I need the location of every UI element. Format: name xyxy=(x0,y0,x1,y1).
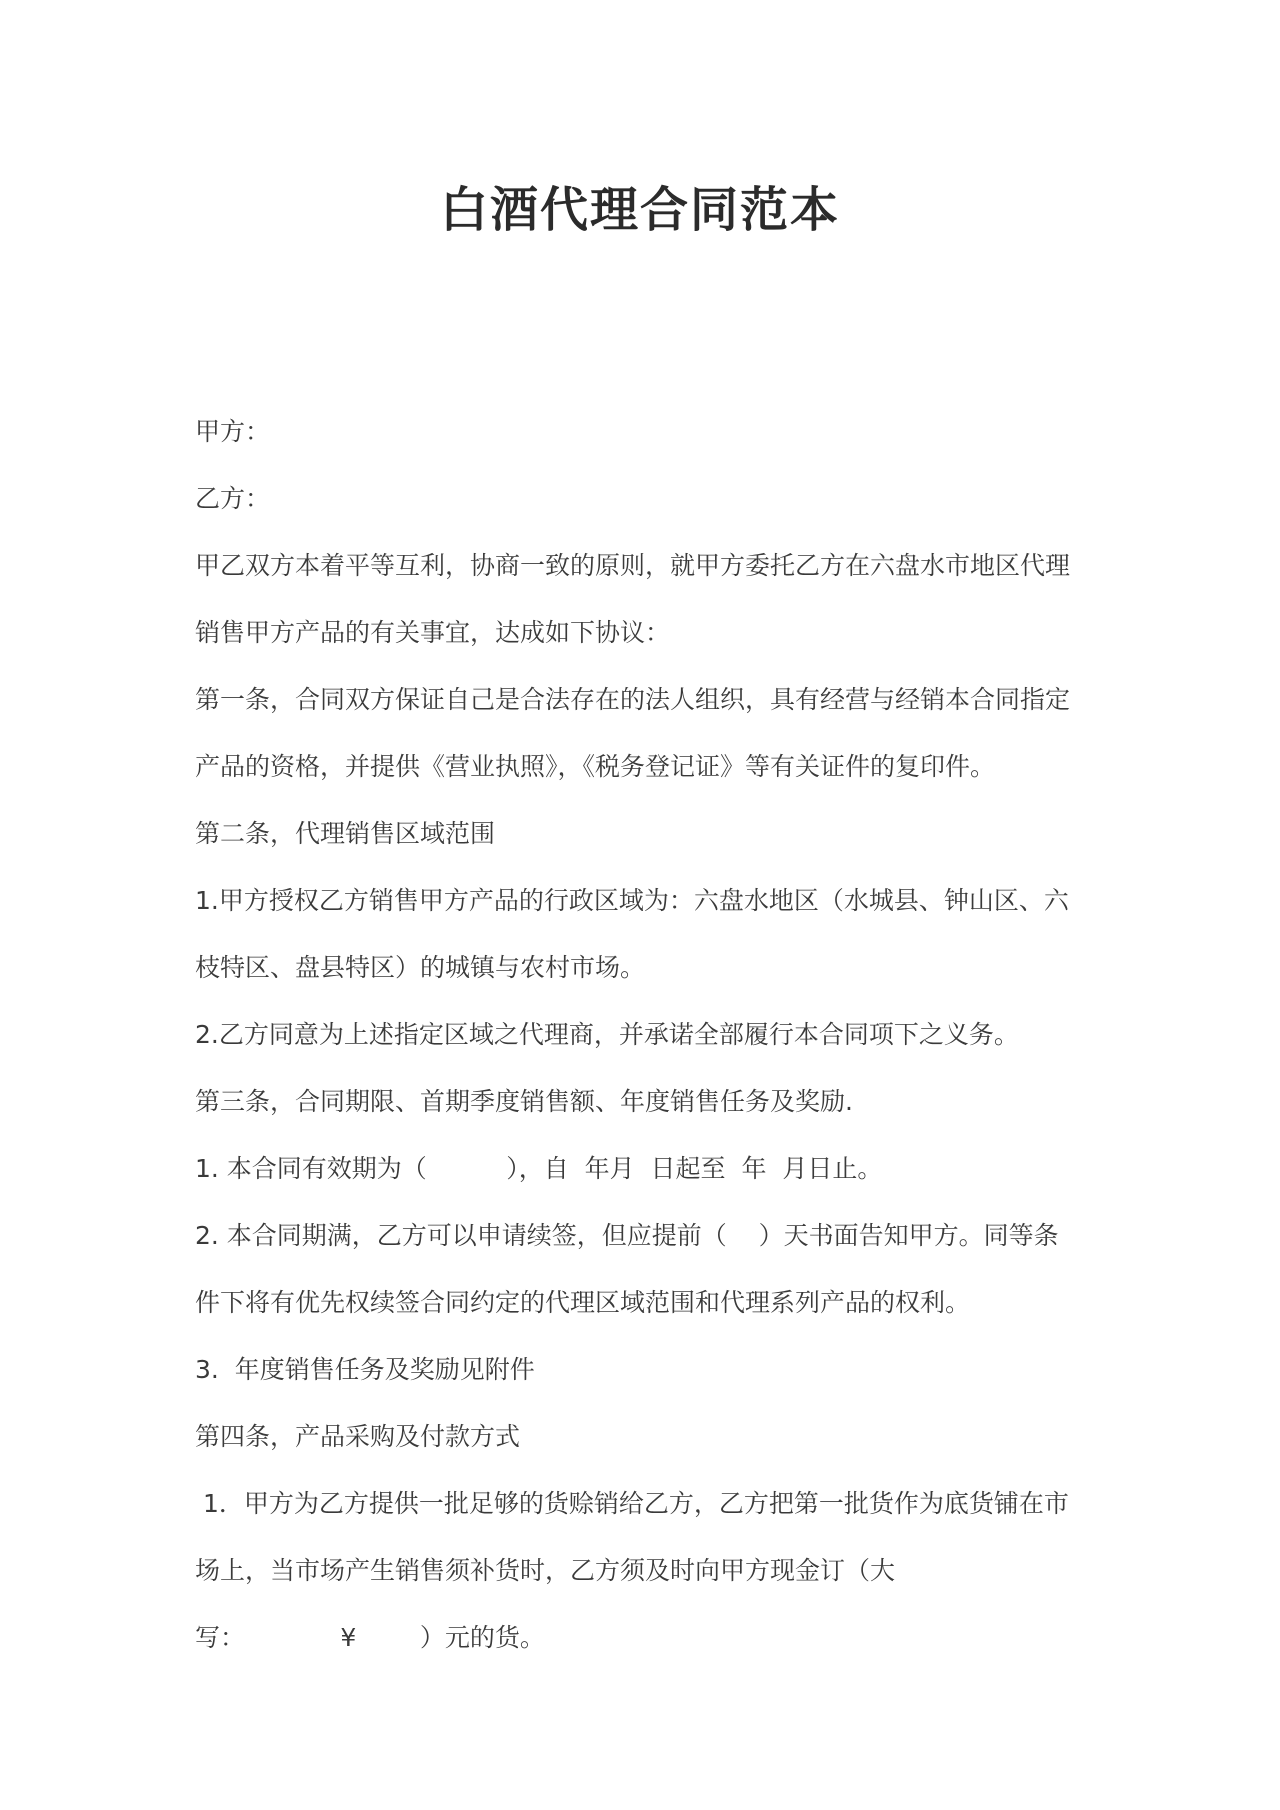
article-2-item-1-line-1: 1.甲方授权乙方销售甲方产品的行政区域为：六盘水地区（水城县、钟山区、六 xyxy=(195,886,1069,915)
article-4-item-1-line-2: 场上，当市场产生销售须补货时，乙方须及时向甲方现金订（大 xyxy=(195,1556,896,1585)
article-3-item-3: 3. 年度销售任务及奖励见附件 xyxy=(195,1355,535,1384)
article-4-item-1-line-3: 写： ¥ ）元的货。 xyxy=(195,1623,545,1652)
article-2-item-2: 2.乙方同意为上述指定区域之代理商，并承诺全部履行本合同项下之义务。 xyxy=(195,1020,1019,1049)
document-title: 白酒代理合同范本 xyxy=(439,182,840,238)
article-3-heading: 第三条，合同期限、首期季度销售额、年度销售任务及奖励. xyxy=(195,1087,853,1116)
article-1-line-2: 产品的资格，并提供《营业执照》，《税务登记证》等有关证件的复印件。 xyxy=(195,752,996,781)
party-b-line: 乙方： xyxy=(195,484,271,513)
article-3-item-1: 1. 本合同有效期为（ ），自 年月 日起至 年 月日止。 xyxy=(195,1154,883,1183)
preamble-line-1: 甲乙双方本着平等互利，协商一致的原则，就甲方委托乙方在六盘水市地区代理 xyxy=(195,551,1071,580)
article-4-item-1-line-1: 1．甲方为乙方提供一批足够的货赊销给乙方，乙方把第一批货作为底货铺在市 xyxy=(195,1489,1069,1518)
article-3-item-2-line-2: 件下将有优先权续签合同约定的代理区域范围和代理系列产品的权利。 xyxy=(195,1288,971,1317)
article-1-line-1: 第一条，合同双方保证自己是合法存在的法人组织，具有经营与经销本合同指定 xyxy=(195,685,1071,714)
article-3-item-2-line-1: 2. 本合同期满，乙方可以申请续签，但应提前（ ）天书面告知甲方。同等条 xyxy=(195,1221,1059,1250)
article-4-heading: 第四条，产品采购及付款方式 xyxy=(195,1422,521,1451)
article-2-heading: 第二条，代理销售区域范围 xyxy=(195,819,496,848)
article-2-item-1-line-2: 枝特区、盘县特区）的城镇与农村市场。 xyxy=(195,953,646,982)
party-a-line: 甲方： xyxy=(195,417,271,446)
document-body xyxy=(195,398,1095,1671)
preamble-line-2: 销售甲方产品的有关事宜，达成如下协议： xyxy=(195,618,671,647)
